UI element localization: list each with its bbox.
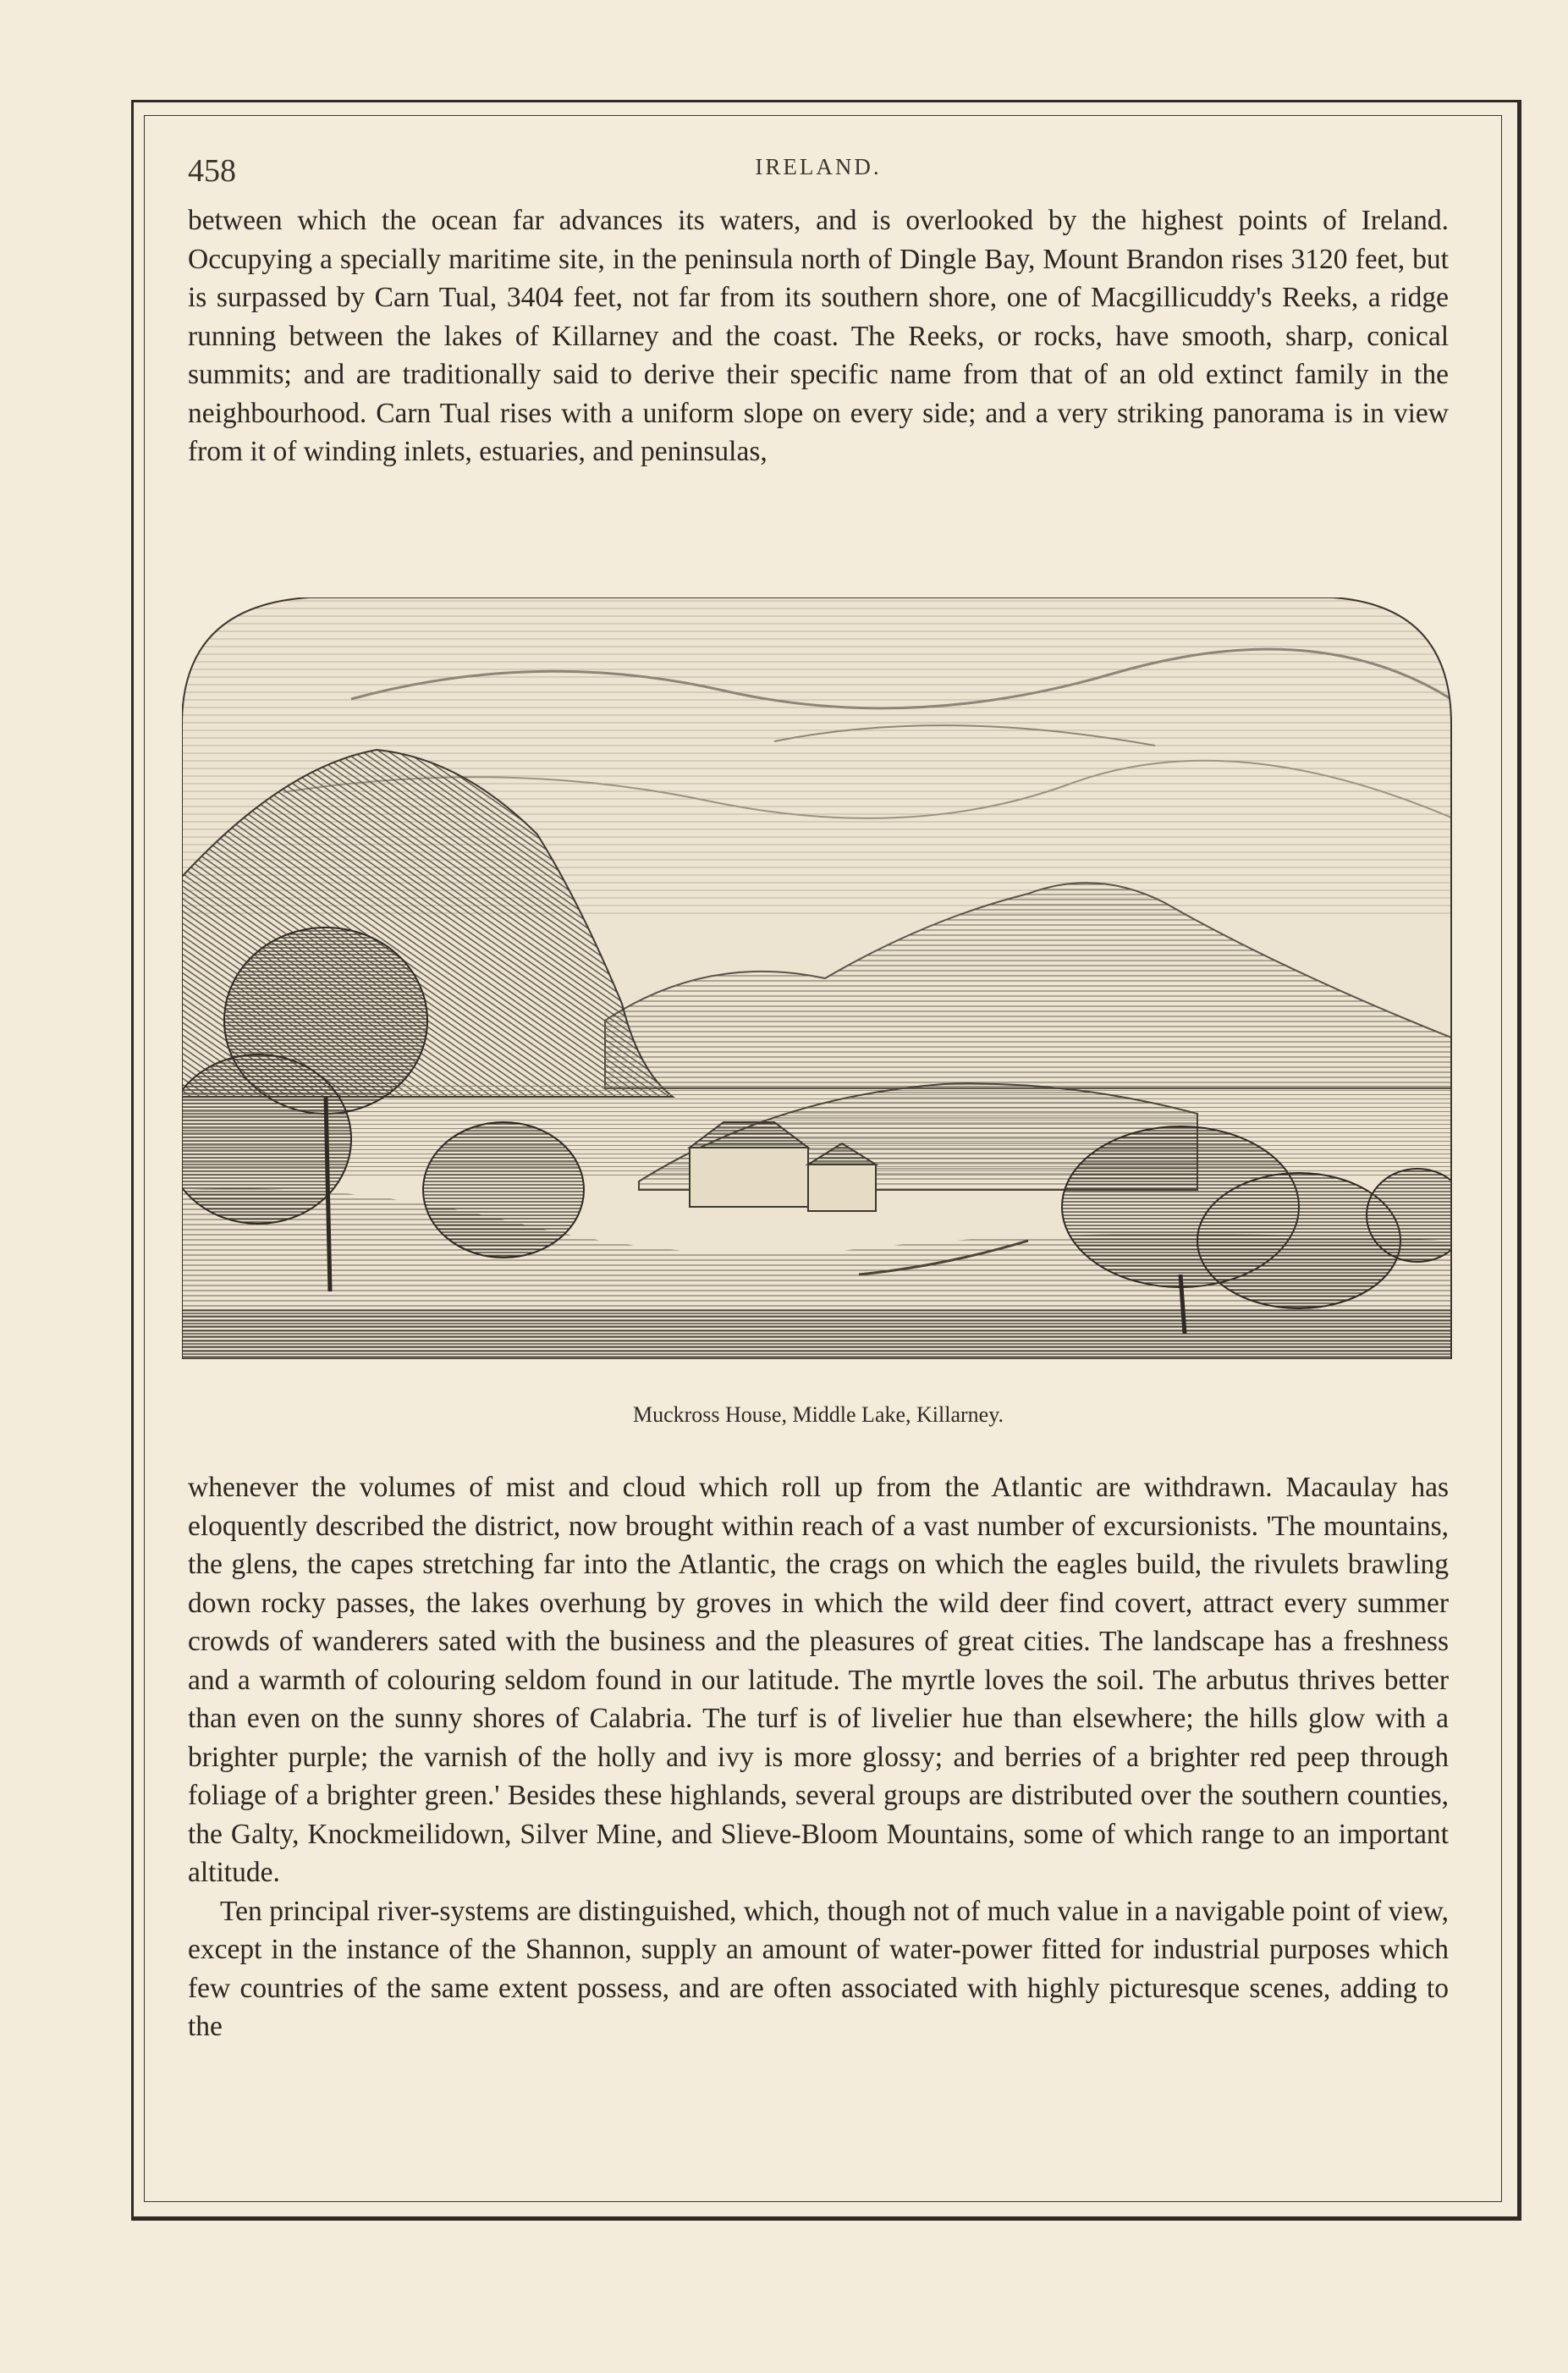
body-text-top: [188, 201, 1449, 471]
paragraph: Ten principal river-systems are distinguished, which, though not of much value in a navigable point of view, except in the instance of the Shannon, supply an amount of water-power fitted for industrial purposes which few countries of the same extent possess, and are often associated with highly picturesque scenes, adding to the: [188, 1895, 1449, 2042]
paragraph: whenever the volumes of mist and cloud which roll up from the Atlantic are withdrawn. Macaulay has eloquently described the district, now brought within reach of a vast number of excursionists. 'The mountains, the glens, the capes stretching far into the Atlantic, the crags on which the eagles build, the rivulets brawling down rocky passes, the lakes overhung by groves in which the wild deer find covert, attract every summer crowds of wanderers sated with the business and the pleasures of great cities. The landscape has a freshness and a warmth of colouring seldom found in our latitude. The myrtle loves the soil. The arbutus thrives better than even on the sunny shores of Calabria. The turf is of livelier hue than elsewhere; the hills glow with a brighter purple; the varnish of the holly and ivy is more glossy; and berries of a brighter red peep through foliage of a brighter green.' Besides these highlands, several groups are distributed over the southern counties, the Galty, Knockmeilidown, Silver Mine, and Slieve-Bloom Mountains, some of which range to an important altitude.: [188, 1472, 1449, 1888]
illustration-caption: Muckross House, Middle Lake, Killarney.: [632, 1402, 1004, 1427]
page-number: 458: [188, 153, 236, 189]
body-text-bottom: [188, 1468, 1449, 2046]
engraving-illustration: [182, 597, 1455, 1359]
running-head: IRELAND.: [755, 154, 882, 179]
paragraph: between which the ocean far advances its waters, and is overlooked by the highest points of Ireland. Occupying a specially maritime site, in the peninsula north of Dingle Bay, Mount Brandon rises 3120 feet, but is surpassed by Carn Tual, 3404 feet, not far from its southern shore, one of Macgillicuddy's Reeks, a ridge running between the lakes of Killarney and the coast. The Reeks, or rocks, have smooth, sharp, conical summits; and are traditionally said to derive their specific name from that of an old extinct family in the neighbourhood. Carn Tual rises with a uniform slope on every side; and a very striking panorama is in view from it of winding inlets, estuaries, and peninsulas,: [188, 205, 1449, 467]
page-header: [188, 152, 1449, 195]
